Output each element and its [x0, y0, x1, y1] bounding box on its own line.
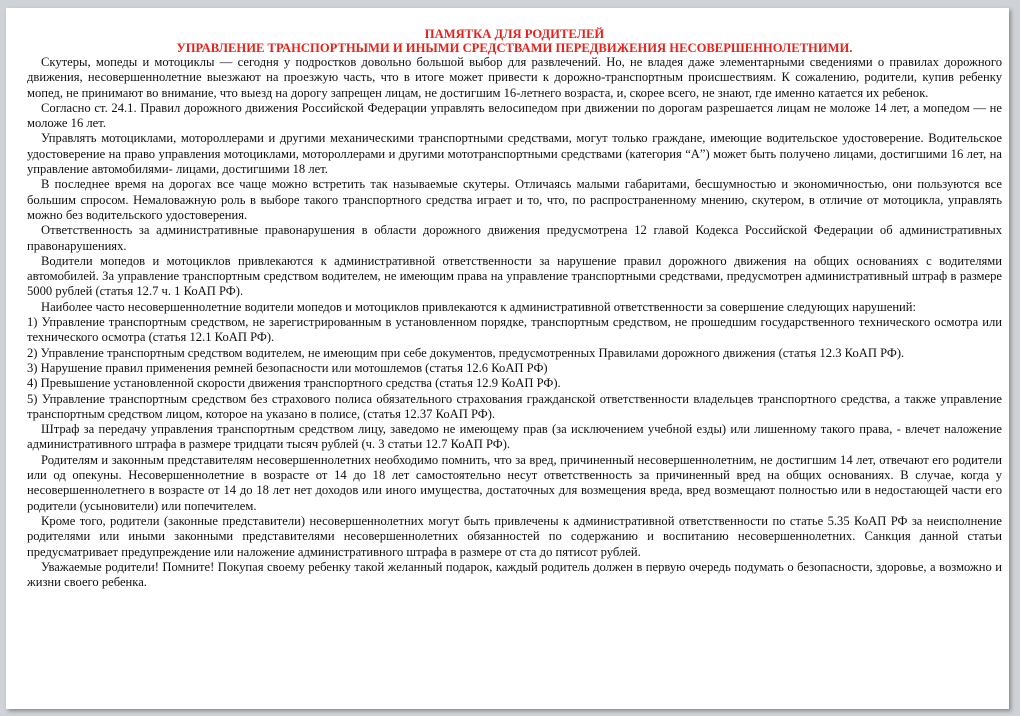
violation-item: 3) Нарушение правил применения ремней безопасности или мотошлемов (статья 12.6 КоАП РФ) — [27, 360, 548, 375]
paragraph-violations-intro: Наиболее часто несовершеннолетние водители мопедов и мотоциклов привлекаются к административной ответственности за совершение следующих нарушений: — [41, 299, 917, 314]
document-content — [27, 27, 1002, 590]
document-subtitle: УПРАВЛЕНИЕ ТРАНСПОРТНЫМИ И ИНЫМИ СРЕДСТВАМИ ПЕРЕДВИЖЕНИЯ НЕСОВЕРШЕННОЛЕТНИМИ. — [176, 41, 853, 55]
violation-item: 4) Превышение установленной скорости движения транспортного средства (статья 12.9 КоАП РФ). — [27, 376, 561, 391]
paragraph-license: Управлять мотоциклами, мотороллерами и другими механическими транспортными средствами, могут только граждане, имеющие водительское удостоверение. Водительское удостоверение на право управления мотоциклами, мотороллерами и другими мототранспортными средствами (категория “А”) может быть получено лицами, достигшими 16 лет, на управление автомобилями- лицами, достигшими 18 лет. — [27, 131, 1002, 177]
violation-item: 1) Управление транспортным средством, не зарегистрированным в установленном порядке, транспортным средством, не прошедшим государственного технического осмотра или технического осмотра (статья 12.1 КоАП РФ). — [27, 315, 1002, 345]
violation-item: 5) Управление транспортным средством без страхового полиса обязательного страхования гражданской ответственности владельцев транспортного средства, а также управление транспортным средством лицом, которое на указано в полисе, (статья 12.37 КоАП РФ). — [27, 391, 1002, 421]
paragraph-fines: Водители мопедов и мотоциклов привлекаются к административной ответственности за нарушение правил дорожного движения на общих основаниях с водителями автомобилей. За управление транспортным средством водителем, не имеющим права на управление транспортными средствами, предусмотрен административный штраф в размере 5000 рублей (статья 12.7 ч. 1 КоАП РФ). — [27, 253, 1002, 299]
paragraph-scooters: В последнее время на дорогах все чаще можно встретить так называемые скутеры. Отличаясь малыми габаритами, бесшумностью и экономичностью, они пользуются все большим спросом. Немаловажную роль в выборе такого транспортного средства играет и то, что, по распространенному мнению, скутером, в отличие от мотоцикла, управлять можно без водительского удостоверения. — [27, 177, 1002, 222]
paragraph-responsibility: Ответственность за административные правонарушения в области дорожного движения предусмотрена 12 главой Кодекса Российской Федерации об административных правонарушениях. — [27, 223, 1002, 253]
document-title: ПАМЯТКА ДЛЯ РОДИТЕЛЕЙ — [424, 27, 605, 41]
paragraph-parents-admin: Кроме того, родители (законные представители) несовершеннолетних могут быть привлечены к административной ответственности по статье 5.35 КоАП РФ за неисполнение родителями или иными законными представителями несовершеннолетних обязанностей по содержанию и воспитанию несовершеннолетних. Санкция данной статьи предусматривает предупреждение или наложение административного штрафа в размере от ста до пятисот рублей. — [27, 513, 1002, 559]
paragraph-intro: Скутеры, мопеды и мотоциклы — сегодня у подростков довольно большой выбор для развлечений. Но, не владея даже элементарными сведениями о правилах дорожного движения, несовершеннолетние выезжают на проезжую часть, что в итоге может привести к дорожно-транспортным происшествиям. К сожалению, родители, купив ребенку мопед, не принимают во внимание, что выезд на дорогу запрещен лицам, не достигшим 16-летнего возраста, и, скорее всего, не знают, где именно катается их ребенок. — [27, 55, 1002, 100]
violation-item: 2) Управление транспортным средством водителем, не имеющим при себе документов, предусмотренных Правилами дорожного движения (статья 12.3 КоАП РФ). — [27, 345, 905, 360]
paragraph-appeal: Уважаемые родители! Помните! Покупая своему ребенку такой желанный подарок, каждый родитель должен в первую очередь подумать о безопасности, здоровье, а возможно и жизни своего ребенка. — [27, 559, 1002, 590]
paragraph-age-rules: Согласно ст. 24.1. Правил дорожного движения Российской Федерации управлять велосипедом при движении по дорогам разрешается лицам не моложе 14 лет, а мопедом — не моложе 16 лет. — [27, 100, 1002, 131]
paragraph-parents-liability: Родителям и законным представителям несовершеннолетних необходимо помнить, что за вред, причиненный несовершеннолетним, не достигшим 14 лет, отвечают его родители или од опекуны. Несовершеннолетние в возрасте от 14 до 18 лет самостоятельно несут ответственность за причиненный вред на общих основаниях. В случае, когда у несовершеннолетнего в возрасте от 14 до 18 лет нет доходов или иного имущества, достаточных для возмещения вреда, вред возмещают полностью или в недостающей части его родители (усыновители) или попечителем. — [27, 452, 1002, 513]
paragraph-transfer-fine: Штраф за передачу управления транспортным средством лицу, заведомо не имеющему прав (за исключением учебной езды) или лишенному такого права, - влечет наложение административного штрафа в размере тридцати тысяч рублей (ч. 3 статьи 12.7 КоАП РФ). — [27, 422, 1002, 452]
document-page — [6, 8, 1009, 709]
